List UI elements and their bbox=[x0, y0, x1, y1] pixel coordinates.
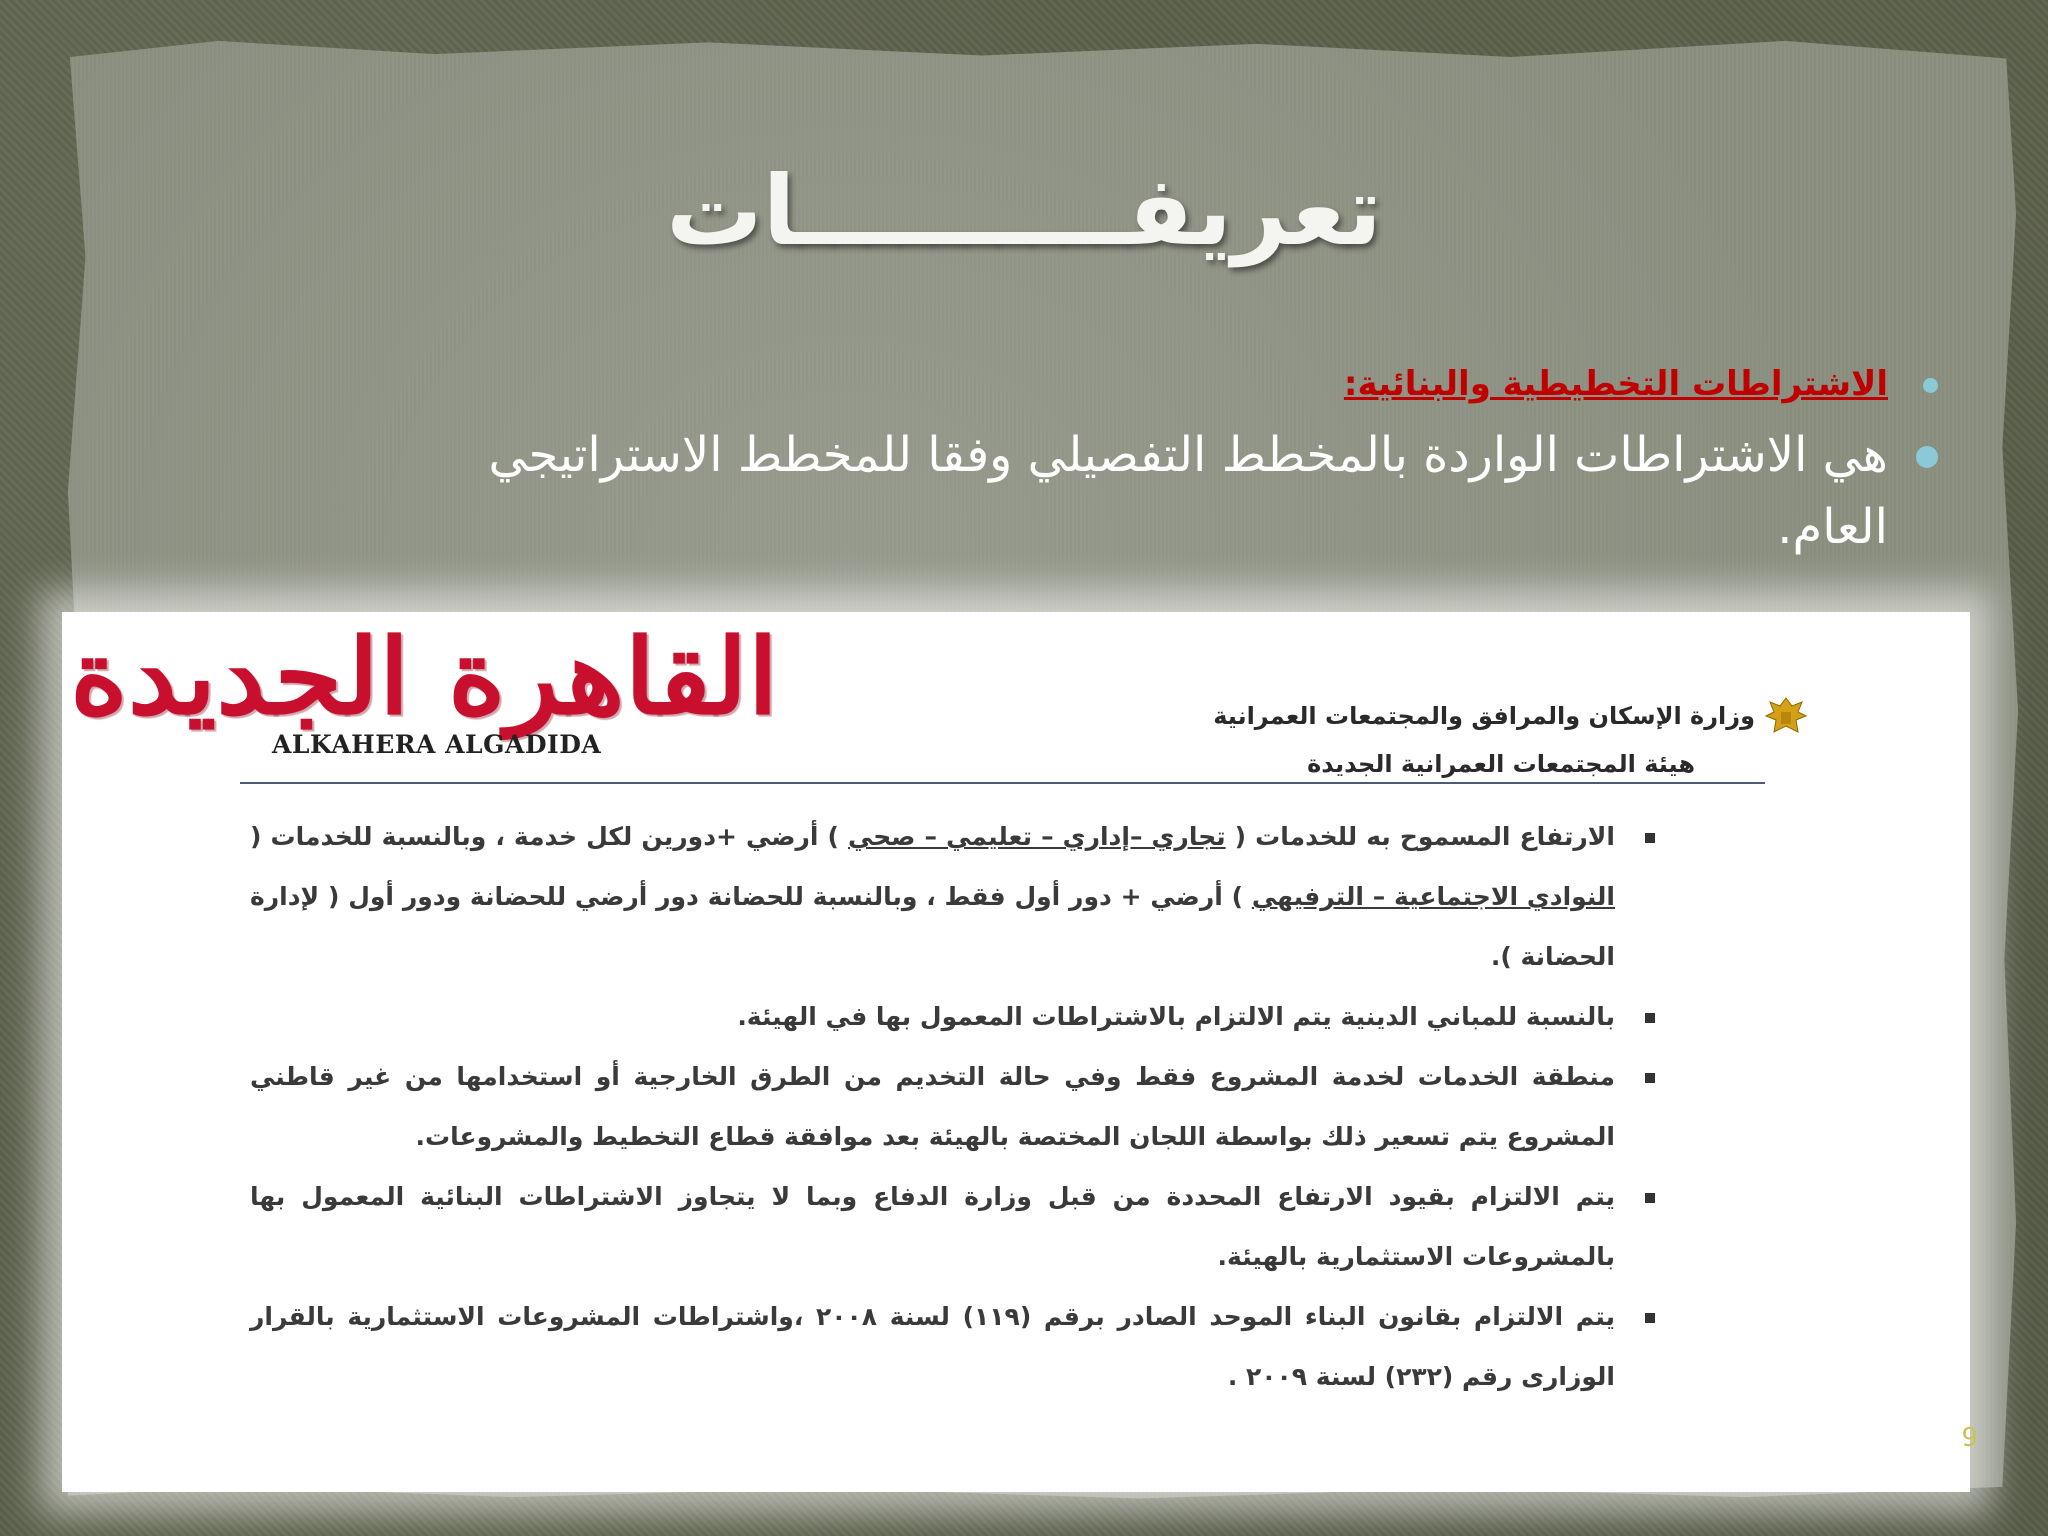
square-bullet-icon bbox=[1645, 1073, 1655, 1083]
condition-item: بالنسبة للمباني الدينية يتم الالتزام بالاشتراطات المعمول بها في الهيئة. bbox=[250, 987, 1615, 1047]
eagle-emblem-icon bbox=[1762, 692, 1810, 740]
bullet-heading bbox=[178, 355, 1938, 413]
square-bullet-icon bbox=[1645, 833, 1655, 843]
condition-item: منطقة الخدمات لخدمة المشروع فقط وفي حالة التخديم من الطرق الخارجية أو استخدامها من غير قاطني المشروع يتم تسعير ذلك بواسطة اللجان المختصة بالهيئة بعد موافقة قطاع التخطيط والمشروعات. bbox=[250, 1047, 1615, 1167]
slide-title: تعريفــــــــــات bbox=[666, 155, 1382, 267]
ministry-line-2: هيئة المجتمعات العمرانية الجديدة bbox=[1307, 750, 1695, 778]
bullet-dot-icon bbox=[1916, 446, 1938, 468]
slide-page-number: 9 bbox=[1961, 1423, 1978, 1453]
ministry-header bbox=[1213, 692, 1755, 788]
bullet-dot-icon bbox=[1923, 378, 1938, 393]
bullet-definition bbox=[178, 419, 1938, 563]
condition-item: يتم الالتزام بقيود الارتفاع المحددة من قبل وزارة الدفاع وبما لا يتجاوز الاشتراطات البنائية المعمول بها بالمشروعات الاستثمارية بالهيئة. bbox=[250, 1167, 1615, 1287]
condition-item: الارتفاع المسموح به للخدمات ( تجاري –إداري – تعليمي – صحي ) أرضي +دورين لكل خدمة ، وبالنسبة للخدمات ( النوادي الاجتماعية – الترفيهي ) أرضي + دور أول فقط ، وبالنسبة للحضانة دور أرضي للحضانة ودور أول ( لإدارة الحضانة ). bbox=[250, 807, 1615, 987]
bullet-heading-text: الاشتراطات التخطيطية والبنائية: bbox=[1343, 364, 1888, 404]
conditions-list bbox=[250, 807, 1615, 1407]
definition-line-2: العام. bbox=[1777, 499, 1888, 555]
definition-line-1: هي الاشتراطات الواردة بالمخطط التفصيلي وفقا للمخطط الاستراتيجي bbox=[488, 427, 1888, 483]
square-bullet-icon bbox=[1645, 1013, 1655, 1023]
square-bullet-icon bbox=[1645, 1193, 1655, 1203]
ministry-line-1: وزارة الإسكان والمرافق والمجتمعات العمرانية bbox=[1213, 702, 1755, 730]
header-divider bbox=[240, 782, 1765, 784]
newspaper-logo-arabic: القاهرة الجديدة bbox=[70, 615, 779, 738]
newspaper-logo-english: ALKAHERA ALGADIDA bbox=[272, 730, 602, 759]
scanned-document-image bbox=[62, 612, 1970, 1492]
slide-bullet-list bbox=[178, 355, 1938, 563]
condition-item: يتم الالتزام بقانون البناء الموحد الصادر برقم (١١٩) لسنة ٢٠٠٨ ،واشتراطات المشروعات الاستثمارية بالقرار الوزارى رقم (٢٣٢) لسنة ٢٠٠٩ . bbox=[250, 1287, 1615, 1407]
square-bullet-icon bbox=[1645, 1313, 1655, 1323]
